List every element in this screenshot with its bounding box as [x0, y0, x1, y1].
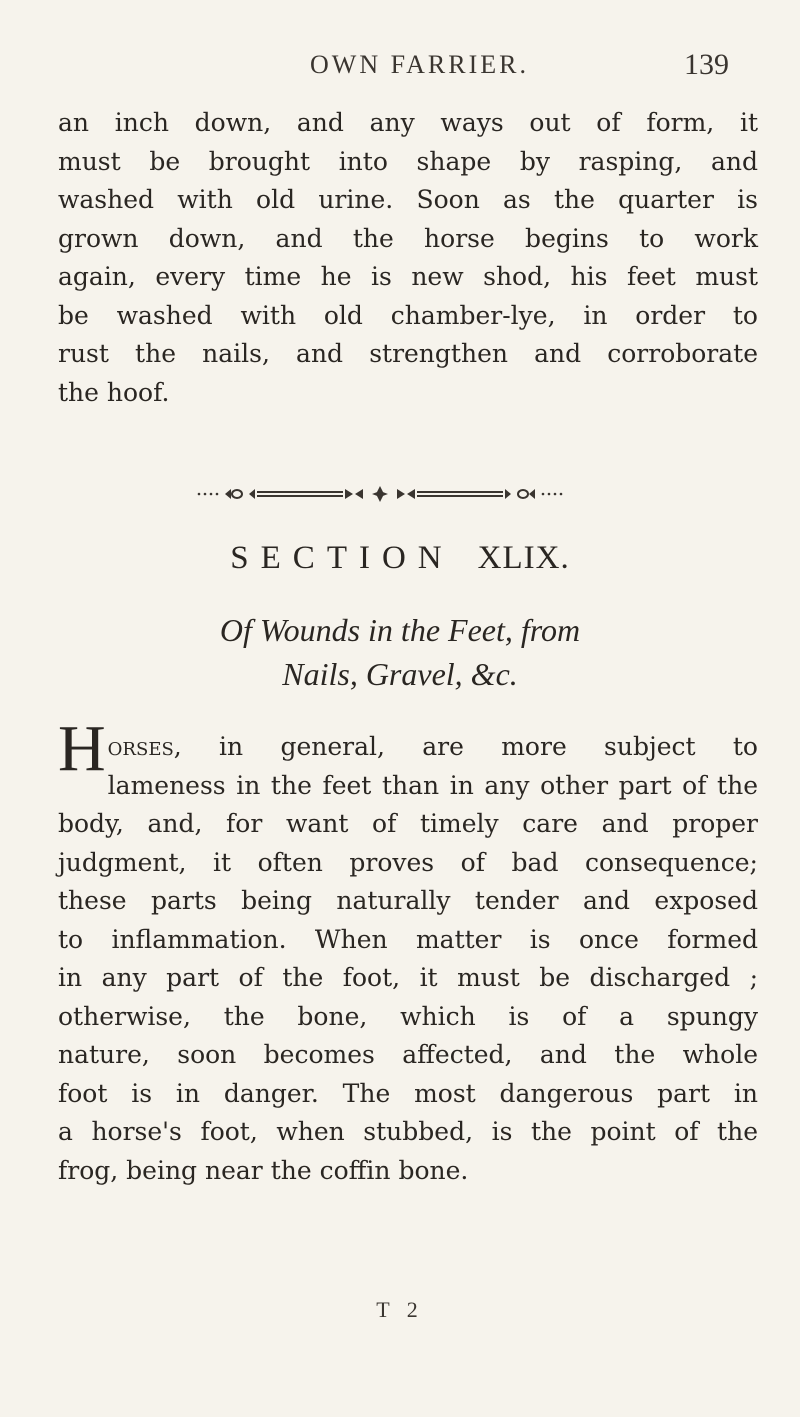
- signature-mark: T 2: [376, 1297, 424, 1322]
- text-line: an inch down, and any ways out of form, it: [58, 108, 758, 137]
- text-line: again, every time he is new shod, his feet must: [58, 262, 758, 291]
- text-line: frog, being near the coffin bone.: [58, 1155, 469, 1185]
- ornament-divider: [195, 483, 565, 505]
- section-heading: [0, 540, 800, 577]
- first-word-rest: orses,: [107, 732, 182, 761]
- section-title-line: Of Wounds in the Feet, from: [219, 612, 581, 648]
- text-line: body, and, for want of timely care and proper: [58, 809, 758, 838]
- text-line: grown down, and the horse begins to work: [58, 223, 758, 253]
- running-head: [0, 40, 800, 80]
- page-number: 139: [684, 48, 729, 81]
- text-line: in any part of the foot, it must be discharged ;: [58, 963, 758, 992]
- text-line: rust the nails, and strengthen and corroborate: [58, 339, 758, 368]
- section-title-line: Nails, Gravel, &c.: [282, 656, 518, 692]
- text-line: a horse's foot, when stubbed, is the point of the: [58, 1117, 758, 1146]
- running-title: OWN FARRIER.: [310, 50, 529, 79]
- paragraph-continued: [58, 104, 758, 412]
- section-title: [0, 608, 800, 696]
- text-line: the hoof.: [58, 377, 170, 407]
- section-label: SECTION: [230, 540, 454, 576]
- text-line: be washed with old chamber-lye, in order to: [58, 300, 758, 330]
- text-line: otherwise, the bone, which is of a spungy: [58, 1001, 758, 1031]
- text-line: nature, soon becomes affected, and the whole: [58, 1040, 758, 1069]
- text-line: to inflammation. When matter is once formed: [58, 924, 758, 954]
- text-line: [58, 728, 758, 767]
- text-line: lameness in the feet than in any other part of the: [107, 770, 758, 800]
- text-fragment: in general, are more subject to: [181, 732, 758, 761]
- text-line: washed with old urine. Soon as the quarter is: [58, 185, 758, 214]
- drop-cap: H: [58, 712, 106, 785]
- text-line: foot is in danger. The most dangerous part in: [58, 1078, 758, 1108]
- section-number: XLIX.: [477, 540, 570, 576]
- paragraph-section-body: [58, 712, 758, 1190]
- text-line: judgment, it often proves of bad consequence;: [58, 847, 758, 877]
- text-line: these parts being naturally tender and exposed: [58, 886, 758, 915]
- text-line: must be brought into shape by rasping, and: [58, 146, 758, 176]
